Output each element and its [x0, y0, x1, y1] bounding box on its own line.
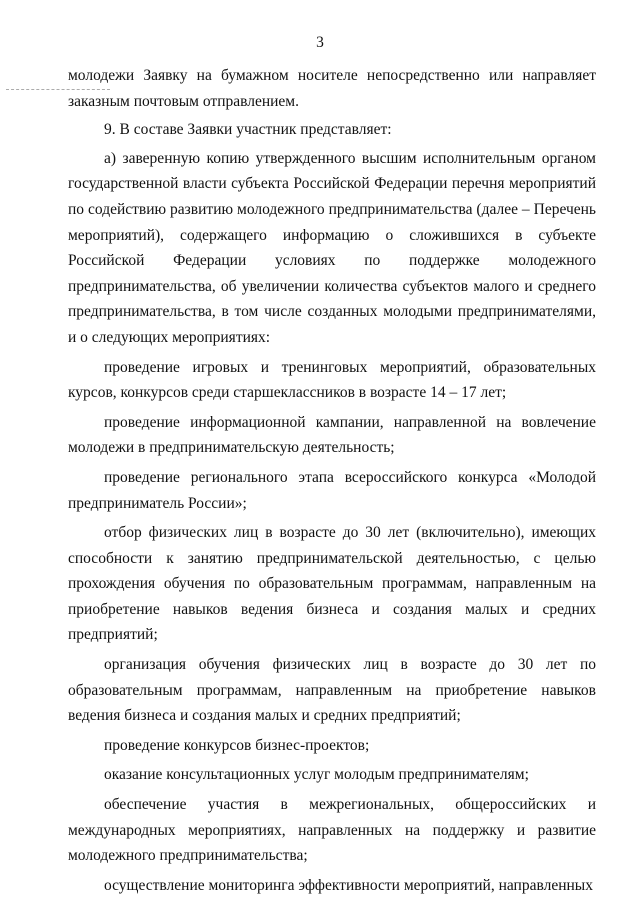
list-item-consulting: оказание консультационных услуг молодым предпринимателям; — [104, 766, 529, 784]
list-item-games-trainings: проведение игровых и тренинговых мероприятий, образовательных курсов, конкурсов среди старшеклассников в возрасте 14 – 17 лет; — [68, 358, 596, 402]
document-body — [68, 63, 596, 902]
list-item-training: организация обучения физических лиц в возрасте до 30 лет по образовательным программам, направленным на приобретение навыков ведения бизнеса и создания малых и средних предприятий; — [68, 656, 596, 725]
list-item-business-contests: проведение конкурсов бизнес-проектов; — [104, 736, 370, 754]
list-item-selection: отбор физических лиц в возрасте до 30 лет (включительно), имеющих способности к занятию предпринимательской деятельностью, с целью прохождения обучения по образовательным программам, направленным на приобретение навыков ведения бизнеса и создания малых и средних предприятий; — [68, 524, 596, 644]
paragraph-clause-9: 9. В составе Заявки участник представляет: — [104, 121, 392, 139]
page-number: 3 — [316, 34, 324, 51]
paragraph-continuation: молодежи Заявку на бумажном носителе непосредственно или направляет заказным почтовым отправлением. — [68, 67, 596, 110]
list-item-participation: обеспечение участия в межрегиональных, общероссийских и международных мероприятиях, направленных на поддержку и развитие молодежного предпринимательства; — [68, 796, 596, 865]
paragraph-subclause-a: а) заверенную копию утвержденного высшим исполнительным органом государственной власти субъекта Российской Федерации перечня мероприятий по содействию развитию молодежного предпринимательства (далее – Перечень мероприятий), содержащего информацию о сложившихся в субъекте Российской Федерации условиях по поддержке молодежного предпринимательства, об увеличении количества субъектов малого и среднего предпринимательства, в том числе созданных молодыми предпринимателями, и о следующих мероприятиях: — [68, 149, 596, 346]
list-item-regional-contest: проведение регионального этапа всероссийского конкурса «Молодой предприниматель России»; — [68, 468, 596, 512]
list-item-monitoring: осуществление мониторинга эффективности мероприятий, направленных — [104, 876, 593, 894]
list-item-info-campaign: проведение информационной кампании, направленной на вовлечение молодежи в предпринимательскую деятельность; — [68, 413, 596, 457]
